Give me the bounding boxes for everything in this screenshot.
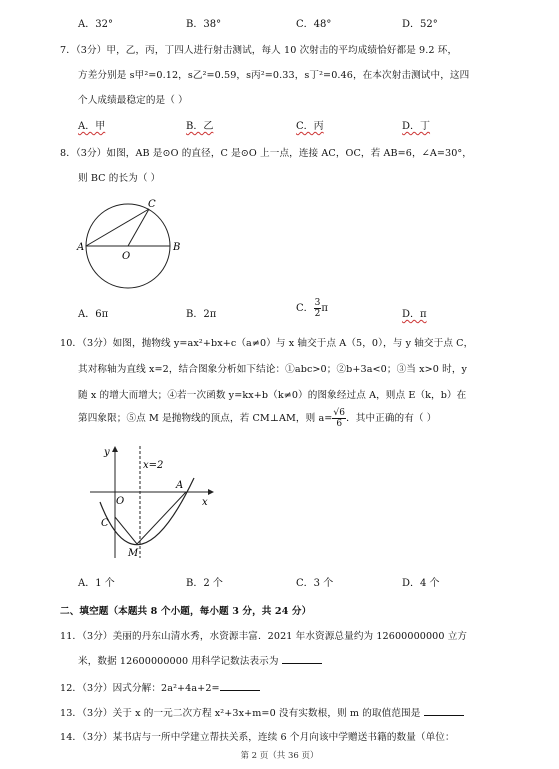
segment-am xyxy=(137,492,186,544)
q10-option-b: B．2 个 xyxy=(186,578,223,589)
q13-answer-blank xyxy=(424,707,464,716)
label-x: x xyxy=(202,497,208,508)
q7-option-a: A．甲 xyxy=(78,121,106,132)
q11-answer-blank xyxy=(282,655,322,664)
q7-line-2: 方差分别是 s甲²=0.12，s乙²=0.59，s丙²=0.33，s丁²=0.46，在本次射击测试中，这四 xyxy=(78,70,470,81)
q10-option-a: A．1 个 xyxy=(78,578,115,589)
q6-option-a: A．32° xyxy=(78,19,113,30)
y-axis-arrow xyxy=(112,446,118,452)
label-origin: O xyxy=(116,496,125,507)
q8-option-d: D．π xyxy=(402,309,427,320)
q10-line-1: 10．（3分）如图，抛物线 y=ax²+bx+c（a≠0）与 x 轴交于点 A（5，0），与 y 轴交于点 C， xyxy=(60,338,474,349)
q11-line-2: 米，数据 12600000000 用科学记数法表示为 xyxy=(78,653,322,667)
q7-option-b: B．乙 xyxy=(186,121,214,132)
q7-option-c: C．丙 xyxy=(296,121,324,132)
label-c-point: C xyxy=(101,518,109,529)
q6-option-d: D．52° xyxy=(402,19,438,30)
page-footer: 第 2 页（共 36 页） xyxy=(240,751,319,761)
q8-line-2: 则 BC 的长为（ ） xyxy=(78,173,161,184)
x-axis-arrow xyxy=(208,489,214,495)
q10-line-2: 其对称轴为直线 x=2，结合图象分析如下结论：①abc>0；②b+3a<0；③当 x>0 时，y xyxy=(78,364,468,375)
label-a: A xyxy=(77,242,85,253)
section-2-heading: 二、填空题（本题共 8 个小题，每小题 3 分，共 24 分） xyxy=(60,606,312,617)
label-y: y xyxy=(104,447,110,458)
q10-line-3: 随 x 的增大而增大；④若一次函数 y=kx+b（k≠0）的图象经过点 A，则点 E（k，b）在 xyxy=(78,390,467,401)
q7-line-3: 个人成绩最稳定的是（ ） xyxy=(78,95,188,106)
label-a-point: A xyxy=(176,480,184,491)
label-b: B xyxy=(173,242,181,253)
chord-ac xyxy=(86,209,149,246)
q6-option-b: B．38° xyxy=(186,19,222,30)
label-m-point: M xyxy=(128,548,139,559)
label-c: C xyxy=(148,199,156,210)
label-symmetry-axis: x=2 xyxy=(143,460,164,471)
q11-line-1: 11．（3分）美丽的丹东山清水秀，水资源丰富．2021 年水资源总量约为 12600000000 立方 xyxy=(60,631,468,642)
q7-line-1: 7．（3分）甲，乙，丙，丁四人进行射击测试，每人 10 次射击的平均成绩恰好都是 9.2 环， xyxy=(60,45,458,56)
q6-option-c: C．48° xyxy=(296,19,332,30)
q10-parabola-figure xyxy=(90,440,230,565)
q8-option-a: A．6π xyxy=(78,309,109,320)
q7-option-d: D．丁 xyxy=(402,121,431,132)
q8-option-c: C． $\frac{3}{2}$ π xyxy=(296,298,328,319)
q8-option-b: B．2π xyxy=(186,309,217,320)
label-o: O xyxy=(122,251,131,262)
segment-cm xyxy=(115,517,137,544)
q14-line-1: 14．（3分）某书店与一所中学建立帮扶关系，连续 6 个月向该中学赠送书籍的数量（单位： xyxy=(60,732,455,743)
q10-line-4: 第四象限；⑤点 M 是抛物线的顶点，若 CM⊥AM，则 a= $\frac{√6}{6}$ ．其中正确的有（ ） xyxy=(78,408,437,429)
q8-line-1: 8．（3分）如图，AB 是⊙O 的直径，C 是⊙O 上一点，连接 AC，OC，若 AB=6，∠A=30°， xyxy=(60,148,472,159)
q10-option-d: D．4 个 xyxy=(402,578,440,589)
q10-option-c: C．3 个 xyxy=(296,578,334,589)
q12-answer-blank xyxy=(220,682,260,691)
q12-line: 12．（3分）因式分解：2a²+4a+2= xyxy=(60,680,260,694)
q8-circle-figure xyxy=(70,195,190,290)
q13-line: 13．（3分）关于 x 的一元二次方程 x²+3x+m=0 没有实数根，则 m 的取值范围是 xyxy=(60,705,464,719)
radius-oc xyxy=(128,209,149,246)
